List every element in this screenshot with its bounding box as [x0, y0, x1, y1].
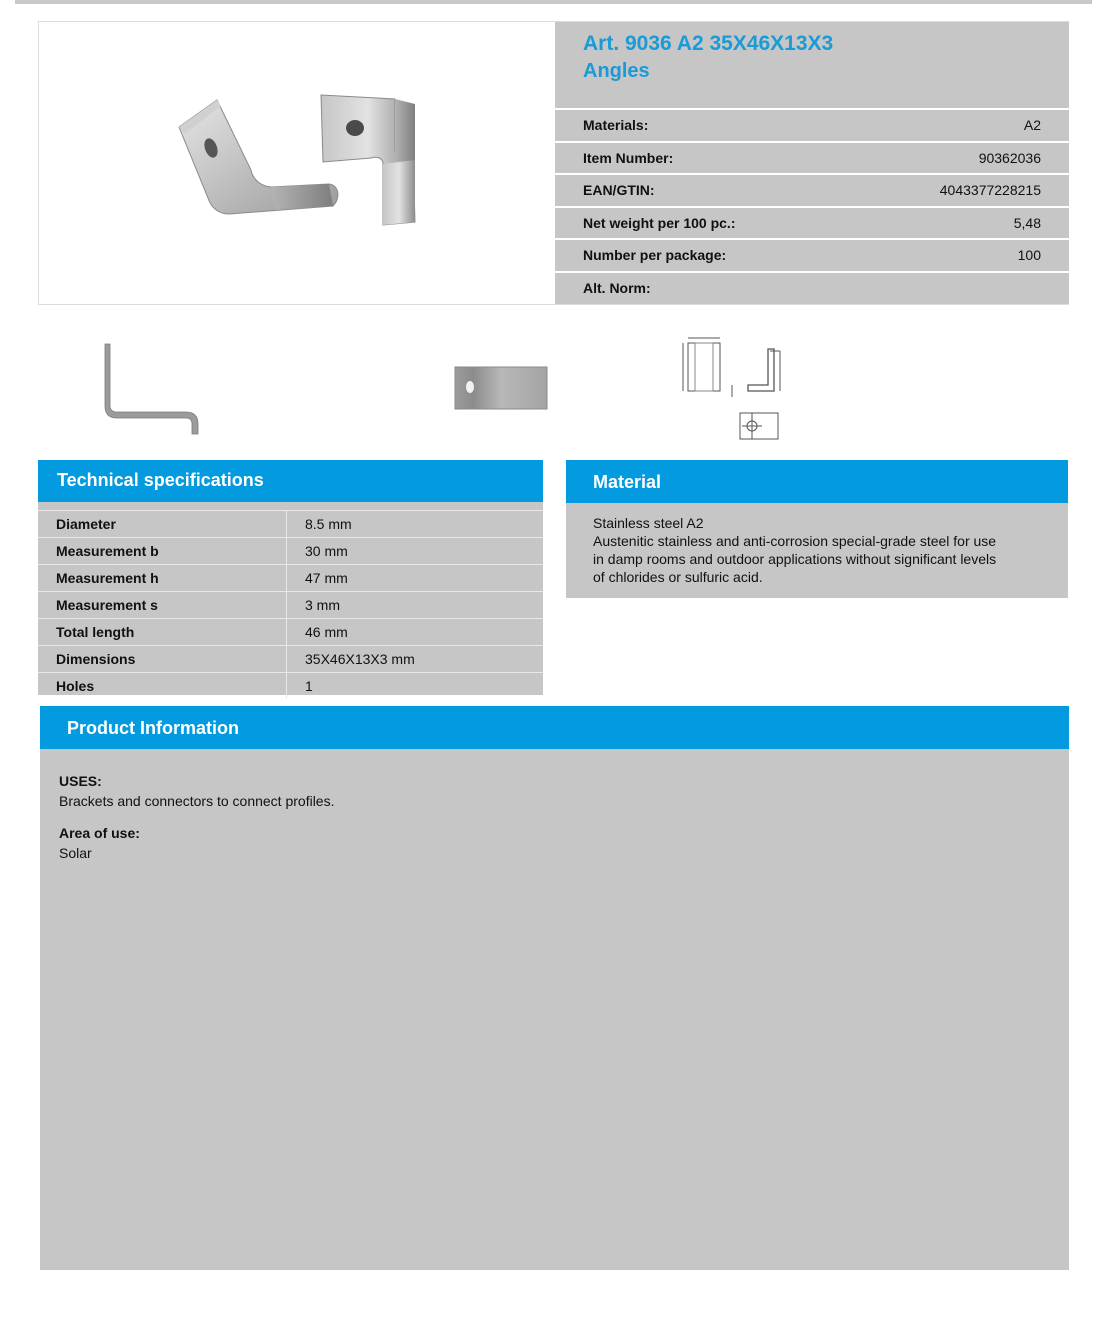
front-view-image[interactable] — [453, 365, 549, 416]
spec-label: Holes — [38, 673, 287, 700]
uses-text: Brackets and connectors to connect profiles. — [59, 793, 335, 809]
material-line: in damp rooms and outdoor applications without significant levels — [593, 551, 997, 567]
property-label: EAN/GTIN: — [583, 182, 655, 199]
property-label: Materials: — [583, 117, 649, 134]
area-of-use-label: Area of use: — [59, 825, 140, 841]
tech-spec-table — [38, 502, 543, 695]
product-info-panel-body — [40, 749, 1069, 1270]
spec-value: 47 mm — [287, 565, 544, 592]
table-row — [38, 511, 543, 538]
table-row — [38, 538, 543, 565]
spec-value: 46 mm — [287, 619, 544, 646]
property-row-ean — [555, 173, 1069, 206]
property-row-alt-norm — [555, 271, 1069, 304]
property-value: A2 — [1023, 117, 1041, 134]
spec-value: 3 mm — [287, 592, 544, 619]
side-profile-image[interactable] — [98, 340, 202, 443]
material-description — [593, 514, 1033, 586]
property-label: Number per package: — [583, 247, 727, 264]
property-value: 90362036 — [978, 149, 1041, 166]
product-info-heading: Product Information — [40, 706, 1069, 749]
technical-drawing[interactable] — [680, 333, 786, 450]
spec-value: 30 mm — [287, 538, 544, 565]
area-of-use-text: Solar — [59, 845, 92, 861]
property-label: Alt. Norm: — [583, 279, 651, 296]
table-row — [38, 592, 543, 619]
product-header — [38, 21, 1069, 305]
table-row — [38, 565, 543, 592]
spec-value: 35X46X13X3 mm — [287, 646, 544, 673]
property-value: 5,48 — [1013, 214, 1041, 231]
spec-label: Measurement h — [38, 565, 287, 592]
property-row-net-weight — [555, 206, 1069, 239]
property-row-package — [555, 238, 1069, 271]
spec-label: Total length — [38, 619, 287, 646]
property-row-item-number — [555, 141, 1069, 174]
product-title: Art. 9036 A2 35X46X13X3 — [583, 32, 834, 55]
spec-label: Diameter — [38, 511, 287, 538]
material-heading: Material — [566, 460, 1068, 503]
material-line: Stainless steel A2 — [593, 515, 704, 531]
table-row — [38, 646, 543, 673]
property-label: Item Number: — [583, 149, 674, 166]
spec-label: Measurement b — [38, 538, 287, 565]
spec-label: Measurement s — [38, 592, 287, 619]
uses-label: USES: — [59, 773, 102, 789]
material-line: of chlorides or sulfuric acid. — [593, 569, 763, 585]
tech-spec-heading: Technical specifications — [38, 460, 543, 502]
product-properties — [555, 108, 1069, 303]
property-value: 4043377228215 — [939, 182, 1041, 199]
product-subtitle: Angles — [583, 60, 650, 82]
table-row — [38, 619, 543, 646]
material-line: Austenitic stainless and anti-corrosion special-grade steel for use — [593, 533, 997, 549]
product-info-panel — [555, 22, 1069, 304]
spec-value: 1 — [287, 673, 544, 700]
spec-value: 8.5 mm — [287, 511, 544, 538]
product-photo — [39, 22, 554, 304]
property-value: 100 — [1017, 247, 1041, 264]
property-label: Net weight per 100 pc.: — [583, 214, 736, 231]
spec-label: Dimensions — [38, 646, 287, 673]
top-rule — [15, 0, 1092, 4]
material-panel — [566, 503, 1068, 598]
property-row-materials — [555, 108, 1069, 141]
table-row — [38, 673, 543, 700]
